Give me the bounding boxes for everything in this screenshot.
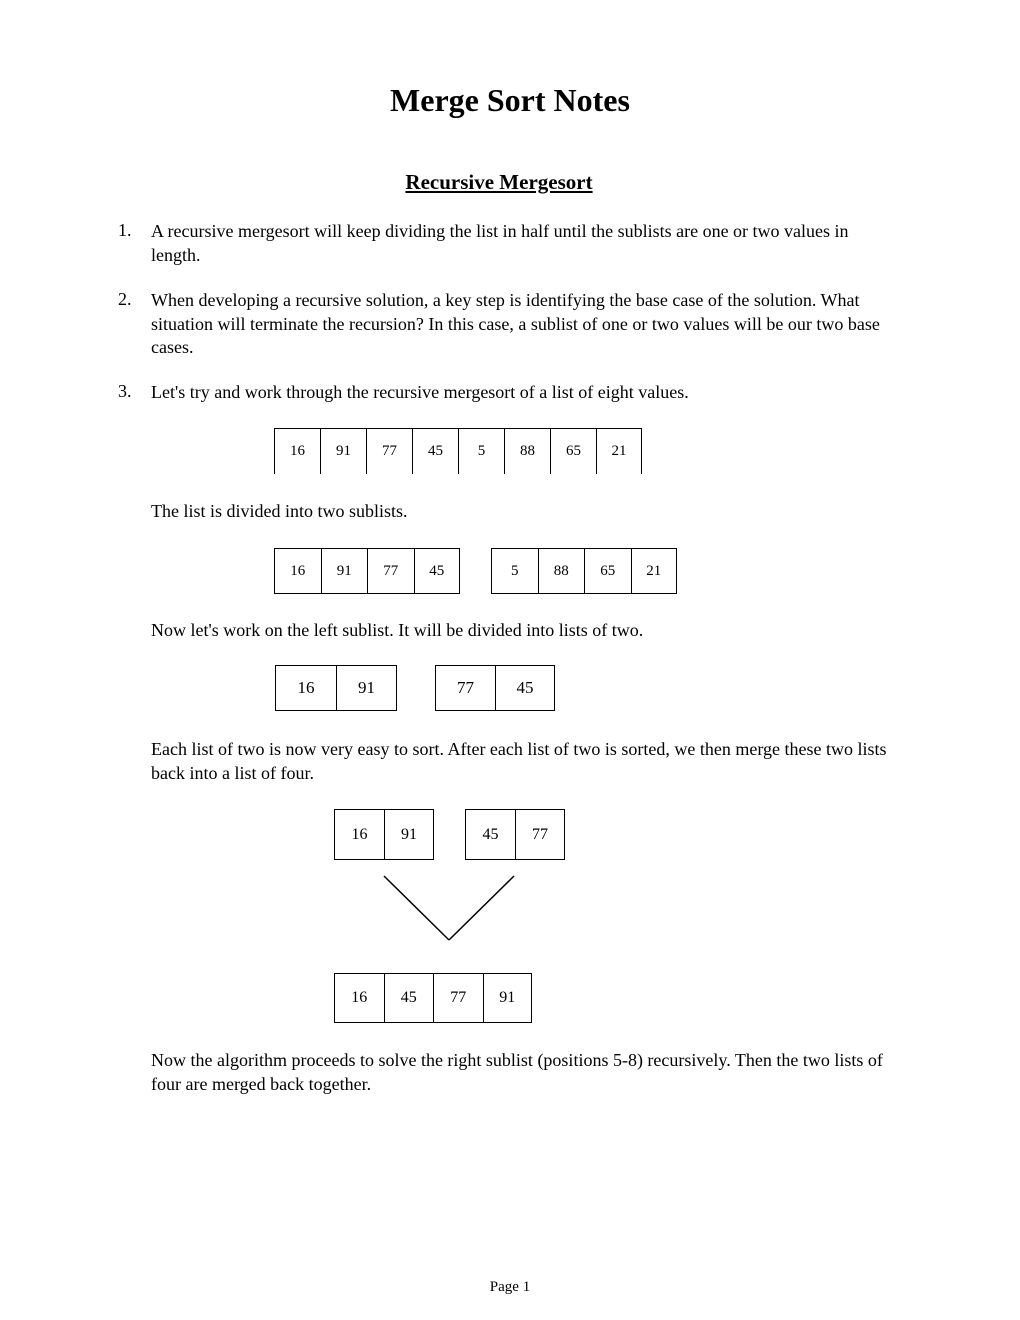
list-cell: 45 [412, 428, 459, 474]
caption-divided: The list is divided into two sublists. [151, 501, 408, 521]
list-cell: 45 [495, 665, 555, 711]
list-item-number: 2. [118, 289, 132, 309]
list-cell: 91 [336, 665, 397, 711]
list-cell: 45 [414, 548, 461, 594]
page-title: Merge Sort Notes [390, 82, 630, 118]
list-item-text: A recursive mergesort will keep dividing the list in half until the sublists are one or two values in length. [151, 221, 849, 265]
list-cell: 91 [321, 548, 369, 594]
list-cell: 16 [275, 665, 337, 711]
list-cell: 88 [538, 548, 586, 594]
list-cell: 77 [435, 665, 496, 711]
list-item-text: Let's try and work through the recursive mergesort of a list of eight values. [151, 382, 689, 402]
list-cell: 45 [465, 809, 516, 860]
list-cell: 21 [631, 548, 678, 594]
list-cell: 77 [433, 973, 484, 1023]
list-cell: 21 [596, 428, 642, 474]
list-cell: 91 [483, 973, 533, 1023]
list-item-text: When developing a recursive solution, a key step is identifying the base case of the solution. What situation will terminate the recursion? In this case, a sublist of one or two values will be our two base cases. [151, 290, 880, 357]
caption-left-sublist: Now let's work on the left sublist. It will be divided into lists of two. [151, 620, 644, 640]
list-item-number: 3. [118, 381, 132, 401]
merge-line-left [384, 876, 449, 940]
list-cell: 65 [584, 548, 632, 594]
list-cell: 5 [458, 428, 505, 474]
list-cell: 88 [504, 428, 551, 474]
merge-line-right [449, 876, 514, 940]
list-cell: 77 [515, 809, 565, 860]
list-cell: 91 [384, 809, 434, 860]
caption-right-sublist: Now the algorithm proceeds to solve the right sublist (positions 5-8) recursively. Then the two lists of four are merged back together. [151, 1050, 883, 1094]
list-cell: 91 [320, 428, 367, 474]
list-cell: 77 [366, 428, 413, 474]
list-cell: 16 [334, 809, 385, 860]
merged-list [334, 973, 532, 1023]
list-cell: 16 [274, 428, 321, 474]
caption-easy-sort: Each list of two is now very easy to sort. After each list of two is sorted, we then merge these two lists back into a list of four. [151, 739, 887, 783]
list-cell: 77 [367, 548, 415, 594]
list-cell: 16 [334, 973, 385, 1023]
page-number: Page 1 [489, 1279, 531, 1295]
list-cell: 16 [274, 548, 322, 594]
list-item-number: 1. [118, 220, 132, 240]
section-heading: Recursive Mergesort [405, 170, 593, 194]
list-cell: 5 [491, 548, 539, 594]
list-cell: 45 [384, 973, 435, 1023]
list-cell: 65 [550, 428, 597, 474]
